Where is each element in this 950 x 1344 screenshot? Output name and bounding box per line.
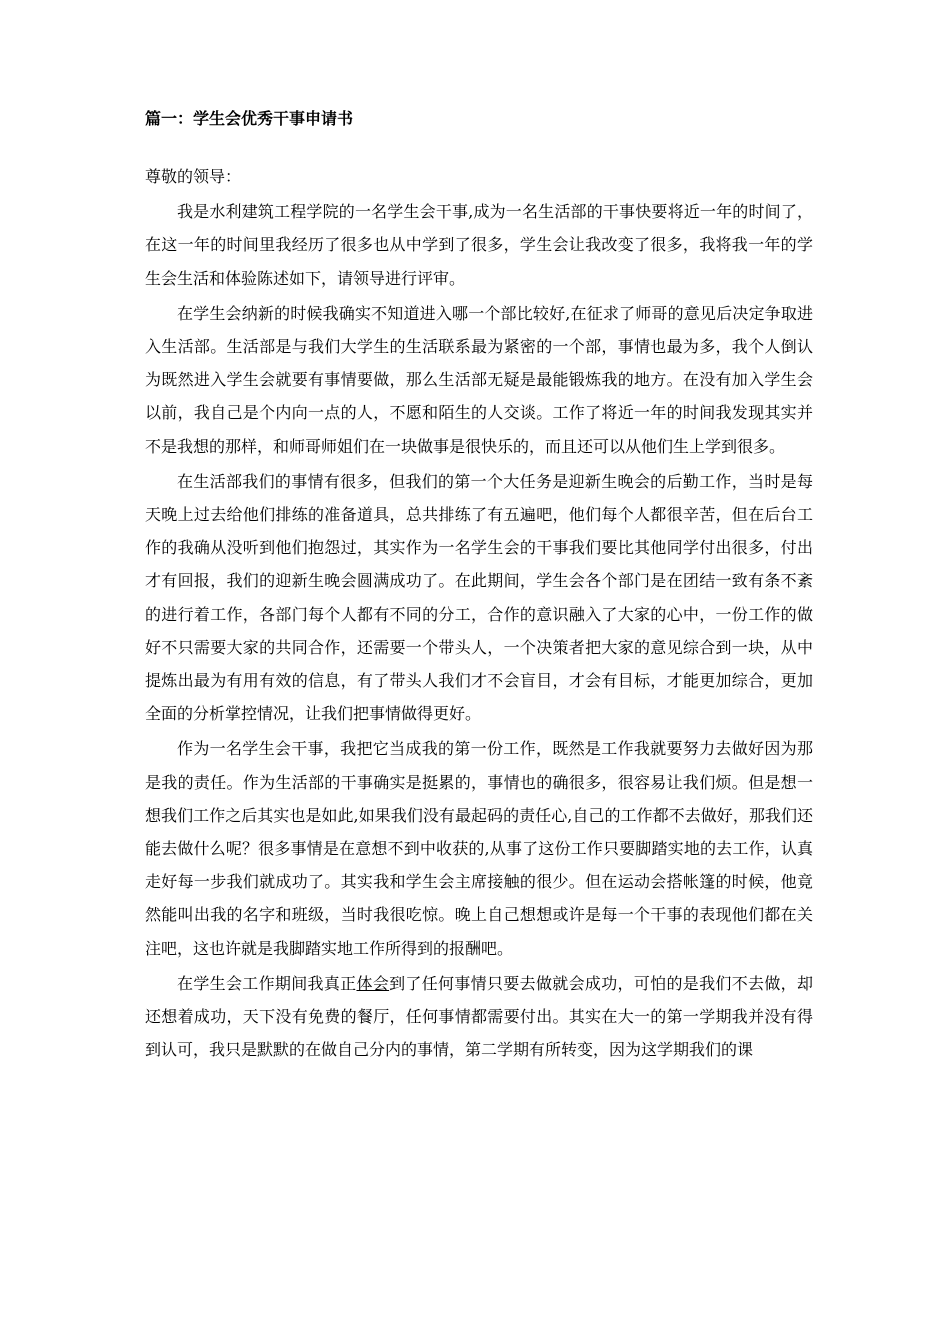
paragraph-5 (145, 967, 813, 1067)
paragraph-2: 在学生会纳新的时候我确实不知道进入哪一个部比较好,在征求了师哥的意见后决定争取进入生活部。生活部是与我们大学生的生活联系最为紧密的一个部，事情也最为多，我个人倒认为既然进入学生会就要有事情要做，那么生活部无疑是最能锻炼我的地方。在没有加入学生会以前，我自己是个内向一点的人，不愿和陌生的人交谈。工作了将近一年的时间我发现其实并不是我想的那样，和师哥师姐们在一块做事是很快乐的，而且还可以从他们生上学到很多。 (145, 303, 813, 456)
paragraph-1: 我是水利建筑工程学院的一名学生会干事,成为一名生活部的干事快要将近一年的时间了，在这一年的时间里我经历了很多也从中学到了很多，学生会让我改变了很多，我将我一年的学生会生活和体验陈述如下，请领导进行评审。 (145, 202, 813, 288)
salutation: 尊敬的领导： (145, 167, 242, 186)
underlined-word: 体会 (356, 973, 390, 993)
paragraph-4: 作为一名学生会干事，我把它当成我的第一份工作，既然是工作我就要努力去做好因为那是我的责任。作为生活部的干事确实是挺累的，事情也的确很多，很容易让我们烦。但是想一想我们工作之后其实也是如此,如果我们没有最起码的责任心,自己的工作都不去做好，那我们还能去做什么呢？很多事情是在意想不到中收获的,从事了这份工作只要脚踏实地的去工作，认真走好每一步我们就成功了。其实我和学生会主席接触的很少。但在运动会搭帐篷的时候，他竟然能叫出我的名字和班级，当时我很吃惊。晚上自己想想或许是每一个干事的表现他们都在关注吧，这也许就是我脚踏实地工作所得到的报酬吧。 (145, 739, 813, 958)
document-title: 篇一：学生会优秀干事申请书 (145, 109, 354, 128)
document-page (145, 104, 813, 1068)
paragraph-3: 在生活部我们的事情有很多，但我们的第一个大任务是迎新生晚会的后勤工作，当时是每天晚上过去给他们排练的准备道具，总共排练了有五遍吧，他们每个人都很辛苦，但在后台工作的我确从没听到他们抱怨过，其实作为一名学生会的干事我们要比其他同学付出很多，付出才有回报，我们的迎新生晚会圆满成功了。在此期间，学生会各个部门是在团结一致有条不紊的进行着工作，各部门每个人都有不同的分工，合作的意识融入了大家的心中，一份工作的做好不只需要大家的共同合作，还需要一个带头人，一个决策者把大家的意见综合到一块，从中提炼出最为有用有效的信息，有了带头人我们才不会盲目，才会有目标，才能更加综合，更加全面的分析掌控情况，让我们把事情做得更好。 (145, 471, 813, 724)
paragraph-5-after: 到了任何事情只要去做就会成功，可怕的是我们不去做，却还想着成功，天下没有免费的餐厅，任何事情都需要付出。其实在大一的第一学期我并没有得到认可，我只是默默的在做自己分内的事情，第二学期有所转变，因为这学期我们的课 (145, 973, 813, 1060)
paragraph-5-before: 在学生会工作期间我真正 (177, 973, 357, 993)
